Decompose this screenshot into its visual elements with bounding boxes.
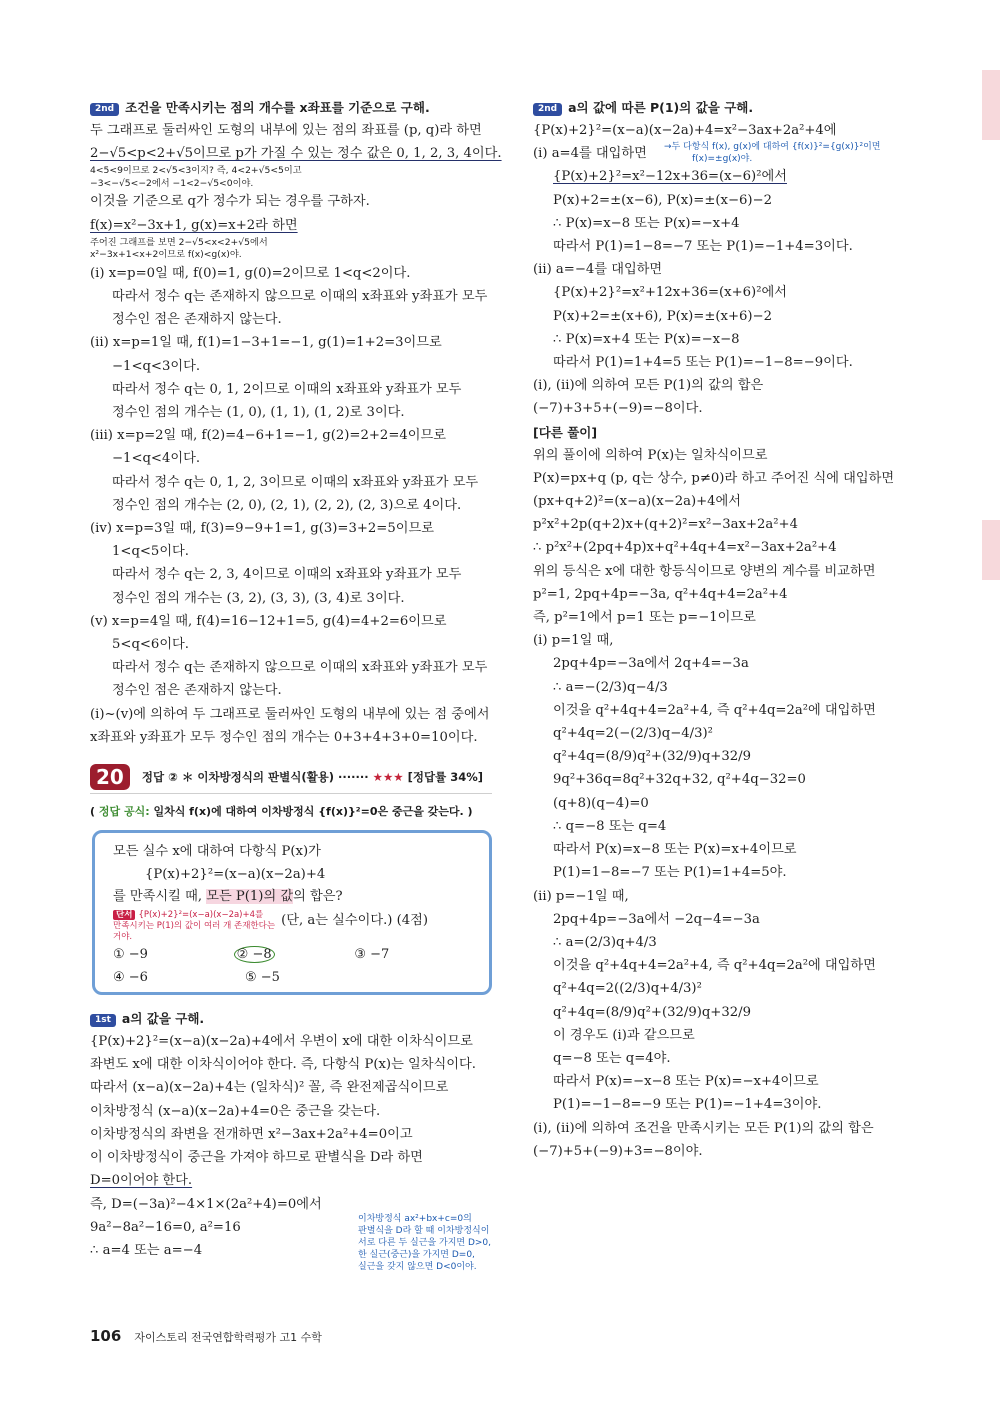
solution-line: ∴ a=(2/3)q+4/3	[553, 934, 657, 950]
note-line: 판별식을 D라 할 때 이차방정식이	[358, 1226, 490, 1236]
case-line: 따라서 정수 q는 0, 1, 2, 3이므로 이때의 x좌표와 y좌표가 모두	[112, 474, 479, 490]
solution-line: ∴ q=−8 또는 q=4	[553, 818, 667, 834]
discriminant-note	[358, 1213, 491, 1273]
case-heading: (iii) x=p=2일 때, f(2)=4−6+1=−1, g(2)=2+2=4이므로	[90, 428, 446, 444]
solution-line: 이것을 q²+4q+4=2a²+4, 즉 q²+4q=2a²에 대입하면	[553, 958, 876, 974]
margin-note: x²−3x+1<x+2이므로 f(x)<g(x)야.	[90, 249, 242, 261]
solution-line: q²+4q=2(−(2/3)q−4/3)²	[553, 726, 713, 742]
solution-line: 따라서 P(1)=1−8=−7 또는 P(1)=−1+4=3이다.	[553, 239, 853, 255]
solution-line: (px+q+2)²=(x−a)(x−2a)+4에서	[533, 494, 742, 510]
solution-line: P(1)=−1−8=−9 또는 P(1)=−1+4=3이야.	[553, 1097, 822, 1113]
solution-line: ∴ P(x)=x−8 또는 P(x)=−x+4	[553, 215, 740, 231]
case-heading: (ii) x=p=1일 때, f(1)=1−3+1=−1, g(1)=1+2=3이므로	[90, 335, 442, 351]
case-line: −1<q<4이다.	[112, 451, 201, 467]
solution-line: (ii) a=−4를 대입하면	[533, 262, 663, 278]
note-line: 실근을 갖지 않으면 D<0이야.	[358, 1262, 477, 1272]
case-heading: (i) x=p=0일 때, f(0)=1, g(0)=2이므로 1<q<2이다.	[90, 265, 411, 281]
question-number: 20	[90, 764, 130, 790]
note-line: f(x)=±g(x)야.	[692, 154, 753, 164]
solution-line: 9q²+36q=8q²+32q+32, q²+4q−32=0	[553, 772, 806, 788]
book-title: 자이스토리 전국연합학력평가 고1 수학	[134, 1331, 322, 1344]
case-line: 5<q<6이다.	[112, 637, 189, 653]
case-line: 정수인 점의 개수는 (3, 2), (3, 3), (3, 4)로 3이다.	[112, 590, 405, 606]
solution-line: 좌변도 x에 대한 이차식이어야 한다. 즉, 다항식 P(x)는 일차식이다.	[90, 1057, 476, 1073]
solution-line: q²+4q=(8/9)q²+(32/9)q+32/9	[553, 1004, 751, 1020]
choice-row	[113, 966, 475, 989]
answer-label: 정답 ②	[141, 770, 178, 785]
accuracy-rate: [정답률 34%]	[407, 770, 483, 785]
case-line: 정수인 점의 개수는 (1, 0), (1, 1), (1, 2)로 3이다.	[112, 405, 405, 421]
case-line: 정수인 점은 존재하지 않는다.	[112, 312, 282, 328]
solution-line: 따라서 (x−a)(x−2a)+4는 (일차식)² 꼴, 즉 완전제곱식이므로	[90, 1080, 449, 1096]
case-line: 정수인 점의 개수는 (2, 0), (2, 1), (2, 2), (2, 3)으로 4이다.	[112, 497, 462, 513]
case-line: 따라서 정수 q는 2, 3, 4이므로 이때의 x좌표와 y좌표가 모두	[112, 567, 462, 583]
problem-box	[92, 830, 492, 995]
solution-line: (ii) p=−1일 때,	[533, 888, 629, 904]
right-column	[533, 96, 923, 1163]
solution-line: p²x²+2p(q+2)x+(q+2)²=x²−3ax+2a²+4	[533, 517, 798, 533]
solution-line: 2−√5<p<2+√5이므로 p가 가질 수 있는 정수 값은 0, 1, 2, 3, 4이다.	[90, 146, 502, 162]
margin-note: 4<5<9이므로 2<√5<3이지? 즉, 4<2+√5<5이고	[90, 165, 302, 177]
problem-text	[113, 886, 475, 909]
step-heading	[90, 96, 492, 119]
left-column	[90, 96, 502, 1262]
step-tag: 1st	[90, 1014, 116, 1027]
note-line: 서로 다른 두 실근을 가지면 D>0,	[358, 1238, 491, 1248]
choice-4[interactable]: ④ −6	[113, 969, 148, 985]
alt-solution-title: [다른 풀이]	[533, 424, 598, 440]
solution-line: P(x)+2=±(x+6), P(x)=±(x+6)−2	[553, 308, 772, 324]
step-title: a의 값에 따른 P(1)의 값을 구해.	[568, 100, 754, 115]
note-line: →두 다항식 f(x), g(x)에 대하여 {f(x)}²={g(x)}²이면	[664, 142, 881, 152]
solution-line: 이것을 기준으로 q가 정수가 되는 경우를 구하자.	[90, 194, 370, 210]
solution-line: 두 그래프로 둘러싸인 도형의 내부에 있는 점의 좌표를 (p, q)라 하면	[90, 123, 482, 138]
solution-line: {P(x)+2}²=(x−a)(x−2a)+4에서 우변이 x에 대한 이차식이므로	[90, 1034, 473, 1050]
solution-line: 따라서 P(x)=−x−8 또는 P(x)=−x+4이므로	[553, 1074, 819, 1090]
solution-line: 따라서 P(x)=x−8 또는 P(x)=x+4이므로	[553, 842, 797, 858]
solution-line: 이차방정식 (x−a)(x−2a)+4=0은 중근을 갖는다.	[90, 1103, 381, 1119]
note-line: 한 실근(중근)을 가지면 D=0,	[358, 1250, 475, 1260]
hint-row	[113, 910, 475, 943]
hint-tag: 단서	[113, 910, 135, 920]
question-header	[90, 761, 492, 794]
solution-line: (q+8)(q−4)=0	[553, 795, 649, 811]
solution-line: 이 이차방정식이 중근을 가져야 하므로 판별식을 D라 하면	[90, 1150, 423, 1166]
solution-line: p²=1, 2pq+4p=−3a, q²+4q+4=2a²+4	[533, 586, 788, 602]
choice-5[interactable]: ⑤ −5	[245, 969, 280, 985]
highlighted-phrase: 모든 P(1)의 값	[206, 889, 294, 905]
hint-line: 만족시키는 P(1)의 값이 여러 개 존재한다는	[113, 920, 276, 931]
solution-line: 이 경우도 (i)과 같으므로	[553, 1027, 695, 1043]
solution-line: q=−8 또는 q=4야.	[553, 1050, 671, 1066]
solution-line: q²+4q=2((2/3)q+4/3)²	[553, 981, 702, 997]
page-edge-tab	[982, 520, 1000, 580]
case-line: 1<q<5이다.	[112, 544, 189, 560]
case-heading: (iv) x=p=3일 때, f(3)=9−9+1=1, g(3)=3+2=5이므로	[90, 521, 434, 537]
solution-line: 9a²−8a²−16=0, a²=16	[90, 1219, 241, 1235]
step-heading	[533, 96, 923, 119]
polynomial-note	[664, 141, 880, 165]
solution-line: 2pq+4p=−3a에서 2q+4=−3a	[553, 656, 749, 672]
case-line: 따라서 정수 q는 0, 1, 2이므로 이때의 x좌표와 y좌표가 모두	[112, 381, 462, 397]
step-title: a의 값을 구해.	[121, 1011, 205, 1027]
solution-line: x좌표와 y좌표가 모두 정수인 점의 개수는 0+3+4+3+0=10이다.	[90, 729, 478, 745]
problem-equation: {P(x)+2}²=(x−a)(x−2a)+4	[145, 866, 326, 882]
case-line: 따라서 정수 q는 존재하지 않으므로 이때의 x좌표와 y좌표가 모두	[112, 289, 488, 305]
difficulty-stars: ★★★	[372, 770, 404, 785]
choice-2-answer[interactable]	[234, 943, 355, 966]
solution-line: (−7)+3+5+(−9)=−8이다.	[533, 401, 703, 417]
step-tag: 2nd	[90, 103, 119, 116]
solution-line: ∴ a=−(2/3)q−4/3	[553, 679, 668, 695]
key-formula-text: 일차식 f(x)에 대하여 이차방정식 {f(x)}²=0은 중근을 갖는다.	[153, 805, 464, 819]
hint-line: 거야.	[113, 931, 133, 942]
solution-line: P(x)+2=±(x−6), P(x)=±(x−6)−2	[553, 192, 772, 208]
margin-note: −3<−√5<−2에서 −1<2−√5<0이야.	[90, 177, 254, 189]
solution-line: (−7)+5+(−9)+3=−8이야.	[533, 1143, 703, 1159]
case-line: 정수인 점은 존재하지 않는다.	[112, 683, 282, 699]
margin-note: 주어진 그래프를 보면 2−√5<x<2+√5에서	[90, 236, 268, 248]
problem-text: 모든 실수 x에 대하여 다항식 P(x)가	[113, 844, 321, 860]
solution-line: f(x)=x²−3x+1, g(x)=x+2라 하면	[90, 217, 298, 233]
solution-line: 2pq+4p=−3a에서 −2q−4=−3a	[553, 911, 760, 927]
page-edge-tab	[982, 70, 1000, 140]
solution-line: (i) a=4를 대입하면	[533, 146, 647, 162]
key-formula-label: 정답 공식:	[98, 805, 150, 819]
case-line: −1<q<3이다.	[112, 358, 201, 374]
solution-line: 즉, p²=1에서 p=1 또는 p=−1이므로	[533, 610, 756, 626]
case-line: 따라서 정수 q는 존재하지 않으므로 이때의 x좌표와 y좌표가 모두	[112, 660, 488, 676]
choice-1[interactable]: ① −9	[113, 946, 148, 962]
hint-note	[113, 910, 275, 943]
solution-line: (i), (ii)에 의하여 조건을 만족시키는 모든 P(1)의 값의 합은	[533, 1120, 874, 1136]
question-meta	[142, 769, 483, 785]
solution-line: 즉, D=(−3a)²−4×1×(2a²+4)=0에서	[90, 1196, 322, 1212]
solution-line: D=0이어야 한다.	[90, 1173, 193, 1189]
choice-3[interactable]: ③ −7	[354, 946, 390, 962]
page-footer	[90, 1326, 322, 1345]
solution-line: ∴ a=4 또는 a=−4	[90, 1242, 203, 1258]
solution-line: (i)~(v)에 의하여 두 그래프로 둘러싸인 도형의 내부에 있는 점 중에서	[90, 706, 490, 722]
step-tag: 2nd	[533, 103, 562, 116]
problem-condition: (단, a는 실수이다.) (4점)	[281, 912, 429, 928]
solution-line: ∴ p²x²+(2pq+4p)x+q²+4q+4=x²−3ax+2a²+4	[533, 540, 837, 556]
solution-line: {P(x)+2}²=x²−12x+36=(x−6)²에서	[553, 169, 787, 185]
problem-text-part: 를 만족시킬 때,	[113, 889, 203, 905]
solution-line: (i) p=1일 때,	[533, 633, 614, 649]
problem-text-part: 의 합은?	[293, 889, 343, 905]
topic-label: ＊ 이차방정식의 판별식(활용) ·······	[181, 770, 369, 785]
solution-line: 위의 풀이에 의하여 P(x)는 일차식이므로	[533, 447, 768, 463]
case-heading: (v) x=p=4일 때, f(4)=16−12+1=5, g(4)=4+2=6이므로	[90, 613, 447, 629]
solution-line: 따라서 P(1)=1+4=5 또는 P(1)=−1−8=−9이다.	[553, 355, 853, 371]
solution-line: {P(x)+2}²=(x−a)(x−2a)+4=x²−3ax+2a²+4에	[533, 123, 837, 138]
choice-row	[113, 943, 475, 966]
note-line: 이차방정식 ax²+bx+c=0의	[358, 1214, 472, 1224]
step-heading	[90, 1007, 492, 1030]
solution-line: 이차방정식의 좌변을 전개하면 x²−3ax+2a²+4=0이고	[90, 1126, 413, 1142]
solution-line: 위의 등식은 x에 대한 항등식이므로 양변의 계수를 비교하면	[533, 563, 876, 579]
solution-line: P(x)=px+q (p, q는 상수, p≠0)라 하고 주어진 식에 대입하면	[533, 470, 895, 486]
solution-line: (i), (ii)에 의하여 모든 P(1)의 값의 합은	[533, 378, 764, 394]
solution-line: q²+4q=(8/9)q²+(32/9)q+32/9	[553, 749, 751, 765]
page-number: 106	[90, 1327, 122, 1345]
hint-line: {P(x)+2}²=(x−a)(x−2a)+4를	[138, 909, 264, 920]
solution-line: 이것을 q²+4q+4=2a²+4, 즉 q²+4q=2a²에 대입하면	[553, 702, 876, 718]
key-formula: ( 정답 공식: 일차식 f(x)에 대하여 이차방정식 {f(x)}²=0은 중근을 갖는다. )	[90, 805, 473, 819]
answer-circle: ② −8	[234, 946, 275, 963]
step-title: 조건을 만족시키는 점의 개수를 x좌표를 기준으로 구해.	[125, 100, 430, 115]
solution-line: {P(x)+2}²=x²+12x+36=(x+6)²에서	[553, 285, 787, 301]
solution-line: ∴ P(x)=x+4 또는 P(x)=−x−8	[553, 331, 740, 347]
solution-line: P(1)=1−8=−7 또는 P(1)=1+4=5야.	[553, 865, 787, 881]
